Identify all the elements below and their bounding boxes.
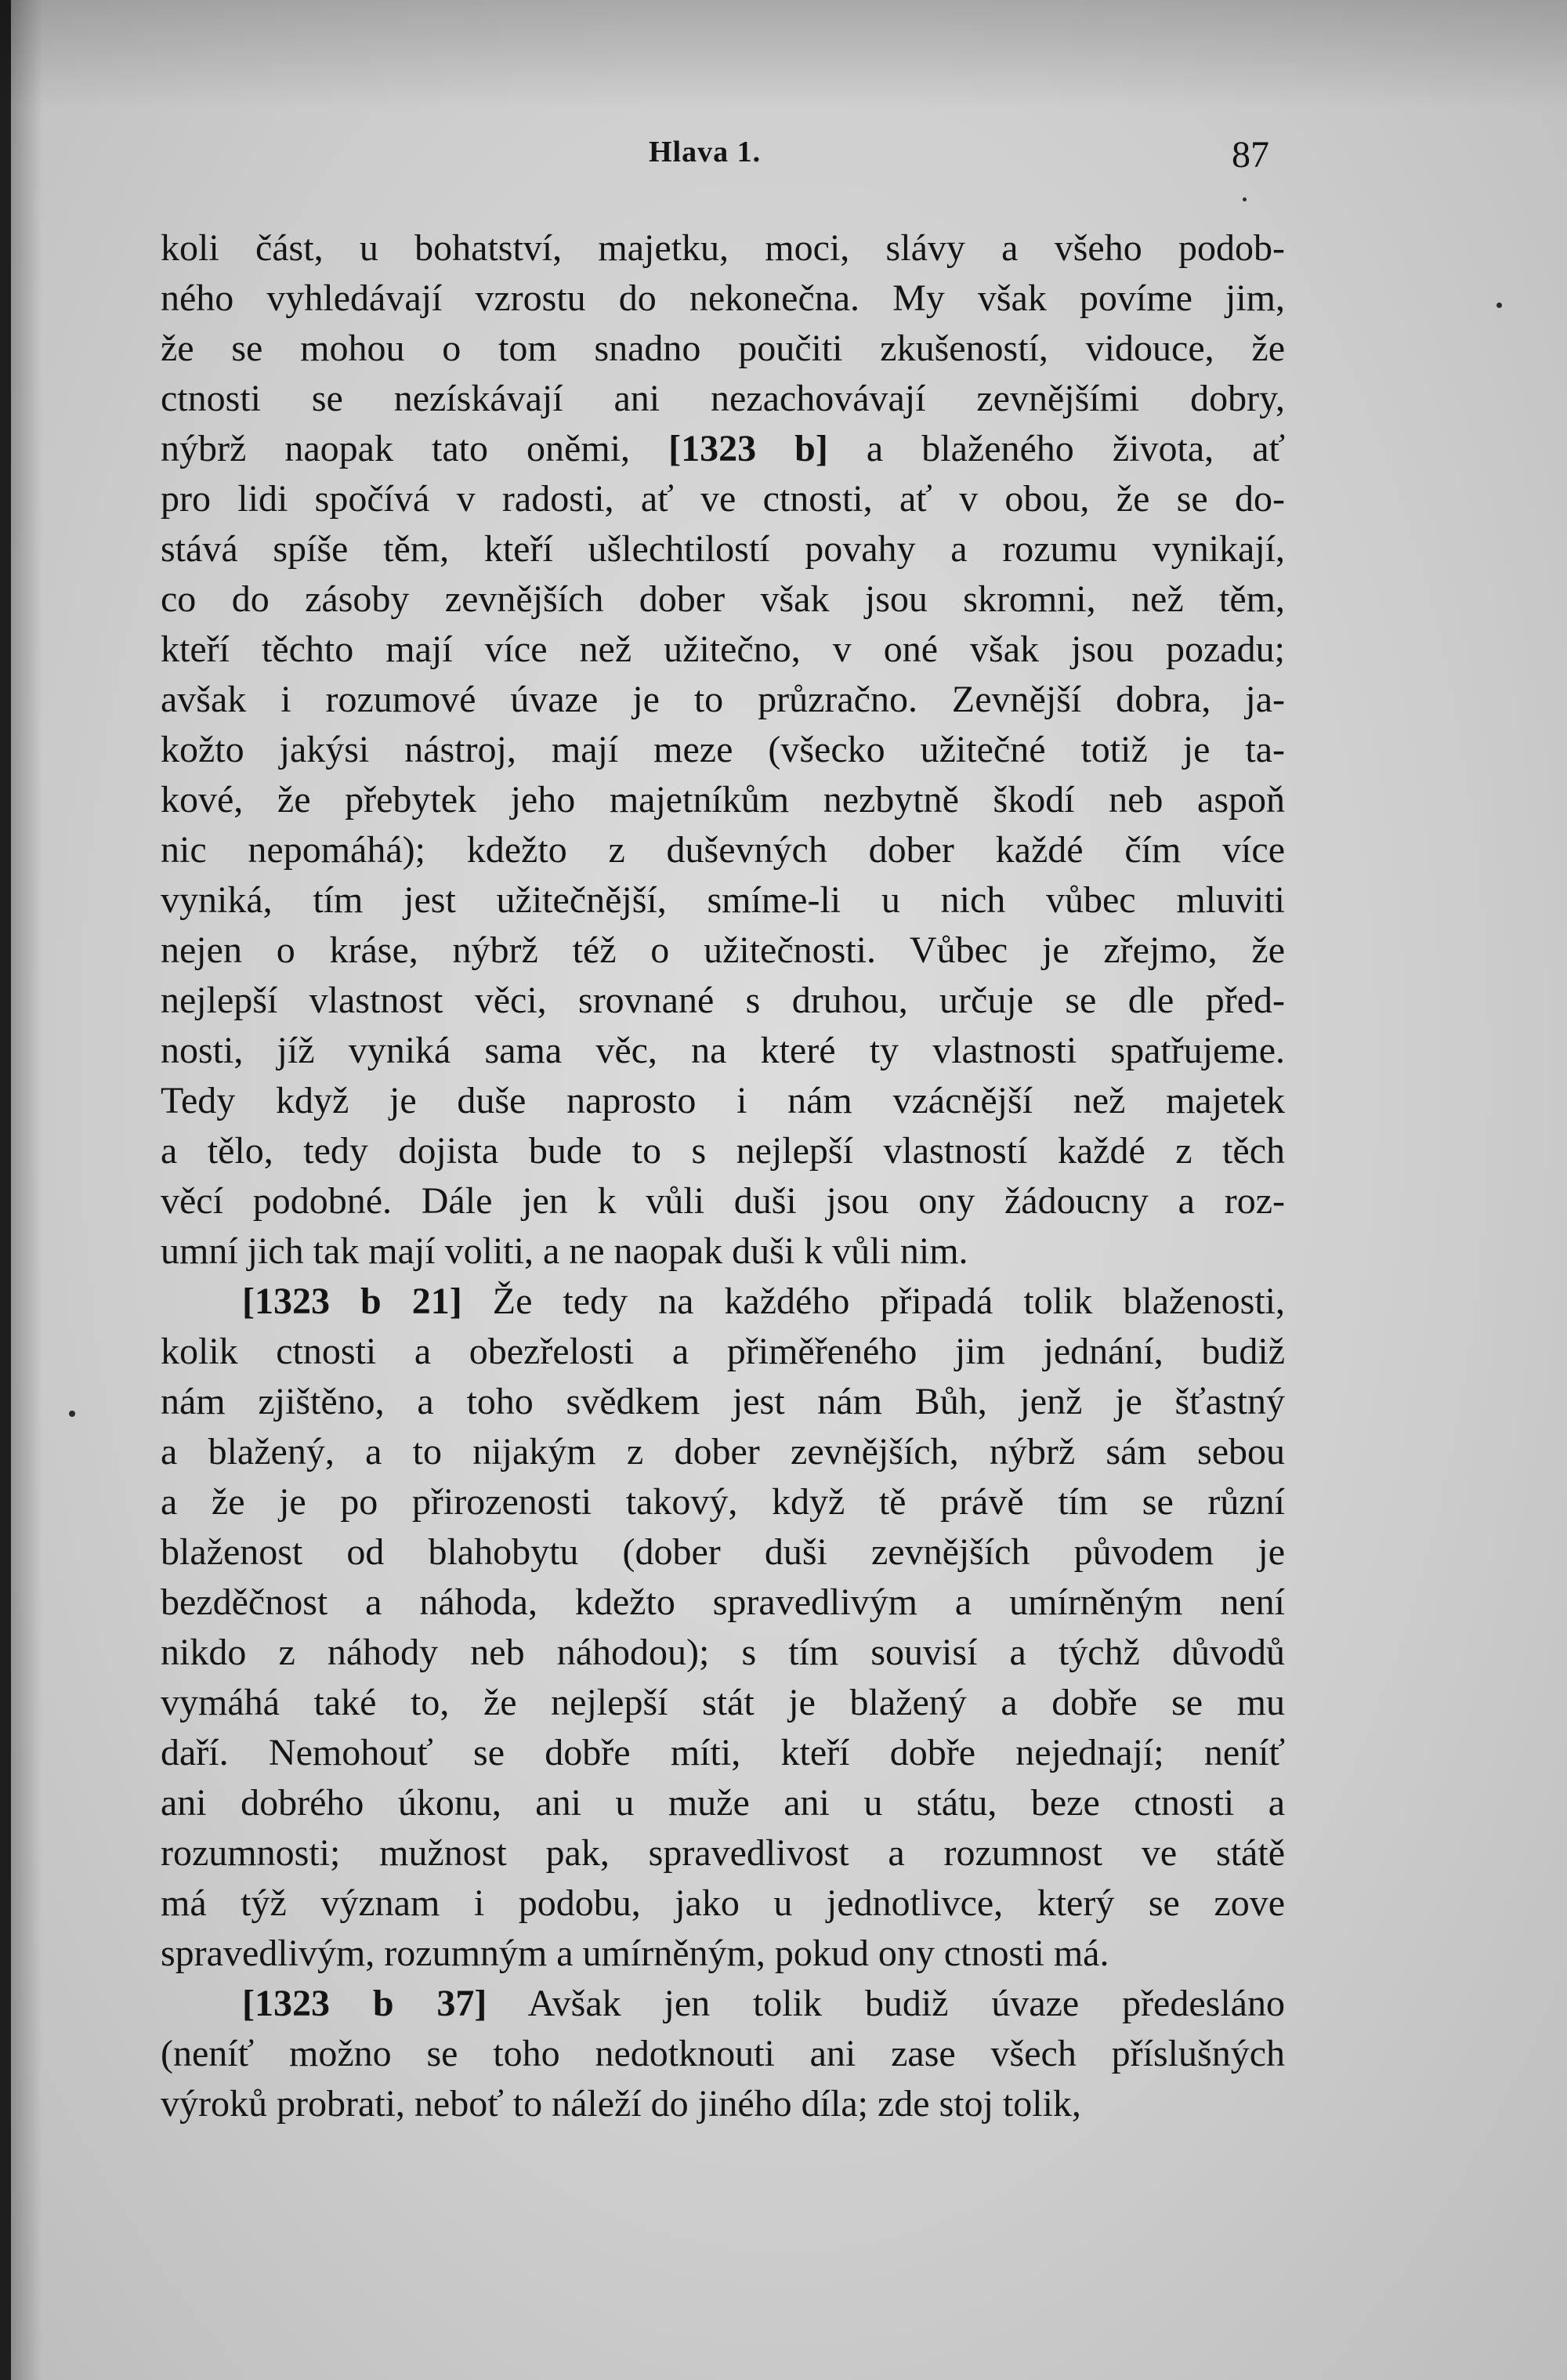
- print-speck: [1496, 302, 1502, 308]
- text-line: že se mohou o tom snadno poučiti zkušeností, vidouce, že: [161, 328, 1285, 369]
- text-line: ctnosti se nezískávají ani nezachovávají zevnějšími dobry,: [161, 378, 1285, 419]
- text-line: co do zásoby zevnějších dober však jsou skromni, než těm,: [161, 578, 1285, 620]
- text-line: a tělo, tedy dojista bude to s nejlepší vlastností každé z těch: [161, 1130, 1285, 1172]
- text-line: má týž význam i podobu, jako u jednotlivce, který se zove: [161, 1882, 1285, 1924]
- bekker-reference: [1323 b 37]: [242, 1983, 487, 2024]
- text-line: nic nepomáhá); kdežto z duševných dober každé čím více: [161, 829, 1285, 871]
- text-line: daří. Nemohouť se dobře míti, kteří dobře nejednají; neníť: [161, 1732, 1285, 1773]
- bekker-reference: [1323 b]: [668, 428, 828, 469]
- top-shadow: [0, 0, 1567, 110]
- line-text: Avšak jen tolik budiž úvaze předesláno: [487, 1983, 1285, 2024]
- text-line: koli část, u bohatství, majetku, moci, slávy a všeho podob-: [161, 227, 1285, 269]
- text-line: výroků probrati, neboť to náleží do jiného díla; zde stoj tolik,: [161, 2083, 1081, 2125]
- text-line: ného vyhledávají vzrostu do nekonečna. My však povíme jim,: [161, 277, 1285, 319]
- text-line: avšak i rozumové úvaze je to průzračno. Zevnější dobra, ja-: [161, 679, 1285, 720]
- text-line: nosti, jíž vyniká sama věc, na které ty vlastnosti spatřujeme.: [161, 1030, 1285, 1071]
- text-line: kolik ctnosti a obezřelosti a přiměřeného jim jednání, budiž: [161, 1331, 1285, 1372]
- text-line: a blažený, a to nijakým z dober zevnějších, nýbrž sám sebou: [161, 1431, 1285, 1473]
- text-line: nám zjištěno, a toho svědkem jest nám Bůh, jenž je šťastný: [161, 1381, 1285, 1422]
- line-text: Že tedy na každého připadá tolik blaženosti,: [461, 1281, 1285, 1322]
- text-line: pro lidi spočívá v radosti, ať ve ctnosti, ať v obou, že se do-: [161, 478, 1285, 520]
- text-line: kové, že přebytek jeho majetníkům nezbytně škodí neb aspoň: [161, 779, 1285, 821]
- body-text: [161, 223, 1285, 2129]
- text-line: ani dobrého úkonu, ani u muže ani u státu, beze ctnosti a: [161, 1782, 1285, 1824]
- text-line: umní jich tak mají voliti, a ne naopak duši k vůli nim.: [161, 1230, 968, 1272]
- text-line: spravedlivým, rozumným a umírněným, pokud ony ctnosti má.: [161, 1933, 1109, 1974]
- text-line: vyniká, tím jest užitečnější, smíme-li u nich vůbec mluviti: [161, 879, 1285, 921]
- binding-edge: [0, 0, 11, 2380]
- text-line: kožto jakýsi nástroj, mají meze (všecko užitečné totiž je ta-: [161, 729, 1285, 770]
- text-line: blaženost od blahobytu (dober duši zevnějších původem je: [161, 1531, 1285, 1573]
- text-line: a že je po přirozenosti takový, když tě právě tím se různí: [161, 1481, 1285, 1523]
- text-line: nikdo z náhody neb náhodou); s tím souvisí a týchž důvodů: [161, 1632, 1285, 1673]
- text-line: nejen o kráse, nýbrž též o užitečnosti. Vůbec je zřejmo, že: [161, 929, 1285, 971]
- bekker-reference: [1323 b 21]: [242, 1281, 462, 1322]
- text-line: rozumnosti; mužnost pak, spravedlivost a rozumnost ve státě: [161, 1832, 1285, 1874]
- text-line: [161, 424, 1285, 474]
- running-head: Hlava 1.: [649, 136, 762, 168]
- text-line: stává spíše těm, kteří ušlechtilostí povahy a rozumu vynikají,: [161, 528, 1285, 570]
- text-line: kteří těchto mají více než užitečno, v oné však jsou pozadu;: [161, 629, 1285, 670]
- line-text: nýbrž naopak tato oněmi,: [161, 428, 669, 469]
- line-text: a blaženého života, ať: [827, 428, 1286, 469]
- text-line: bezděčnost a náhoda, kdežto spravedlivým a umírněným není: [161, 1581, 1285, 1623]
- text-line: vymáhá také to, že nejlepší stát je blažený a dobře se mu: [161, 1682, 1285, 1723]
- print-speck: [69, 1411, 75, 1417]
- binding-shadow: [11, 0, 42, 2380]
- print-speck: [1243, 197, 1247, 201]
- text-line: Tedy když je duše naprosto i nám vzácnější než majetek: [161, 1080, 1285, 1121]
- text-line: nejlepší vlastnost věci, srovnané s druhou, určuje se dle před-: [161, 980, 1285, 1021]
- text-line: [161, 1979, 1285, 2029]
- page-number: 87: [1232, 134, 1269, 176]
- text-line: věcí podobné. Dále jen k vůli duši jsou ony žádoucny a roz-: [161, 1180, 1285, 1222]
- text-line: (neníť možno se toho nedotknouti ani zase všech příslušných: [161, 2033, 1285, 2074]
- text-line: [161, 1277, 1285, 1327]
